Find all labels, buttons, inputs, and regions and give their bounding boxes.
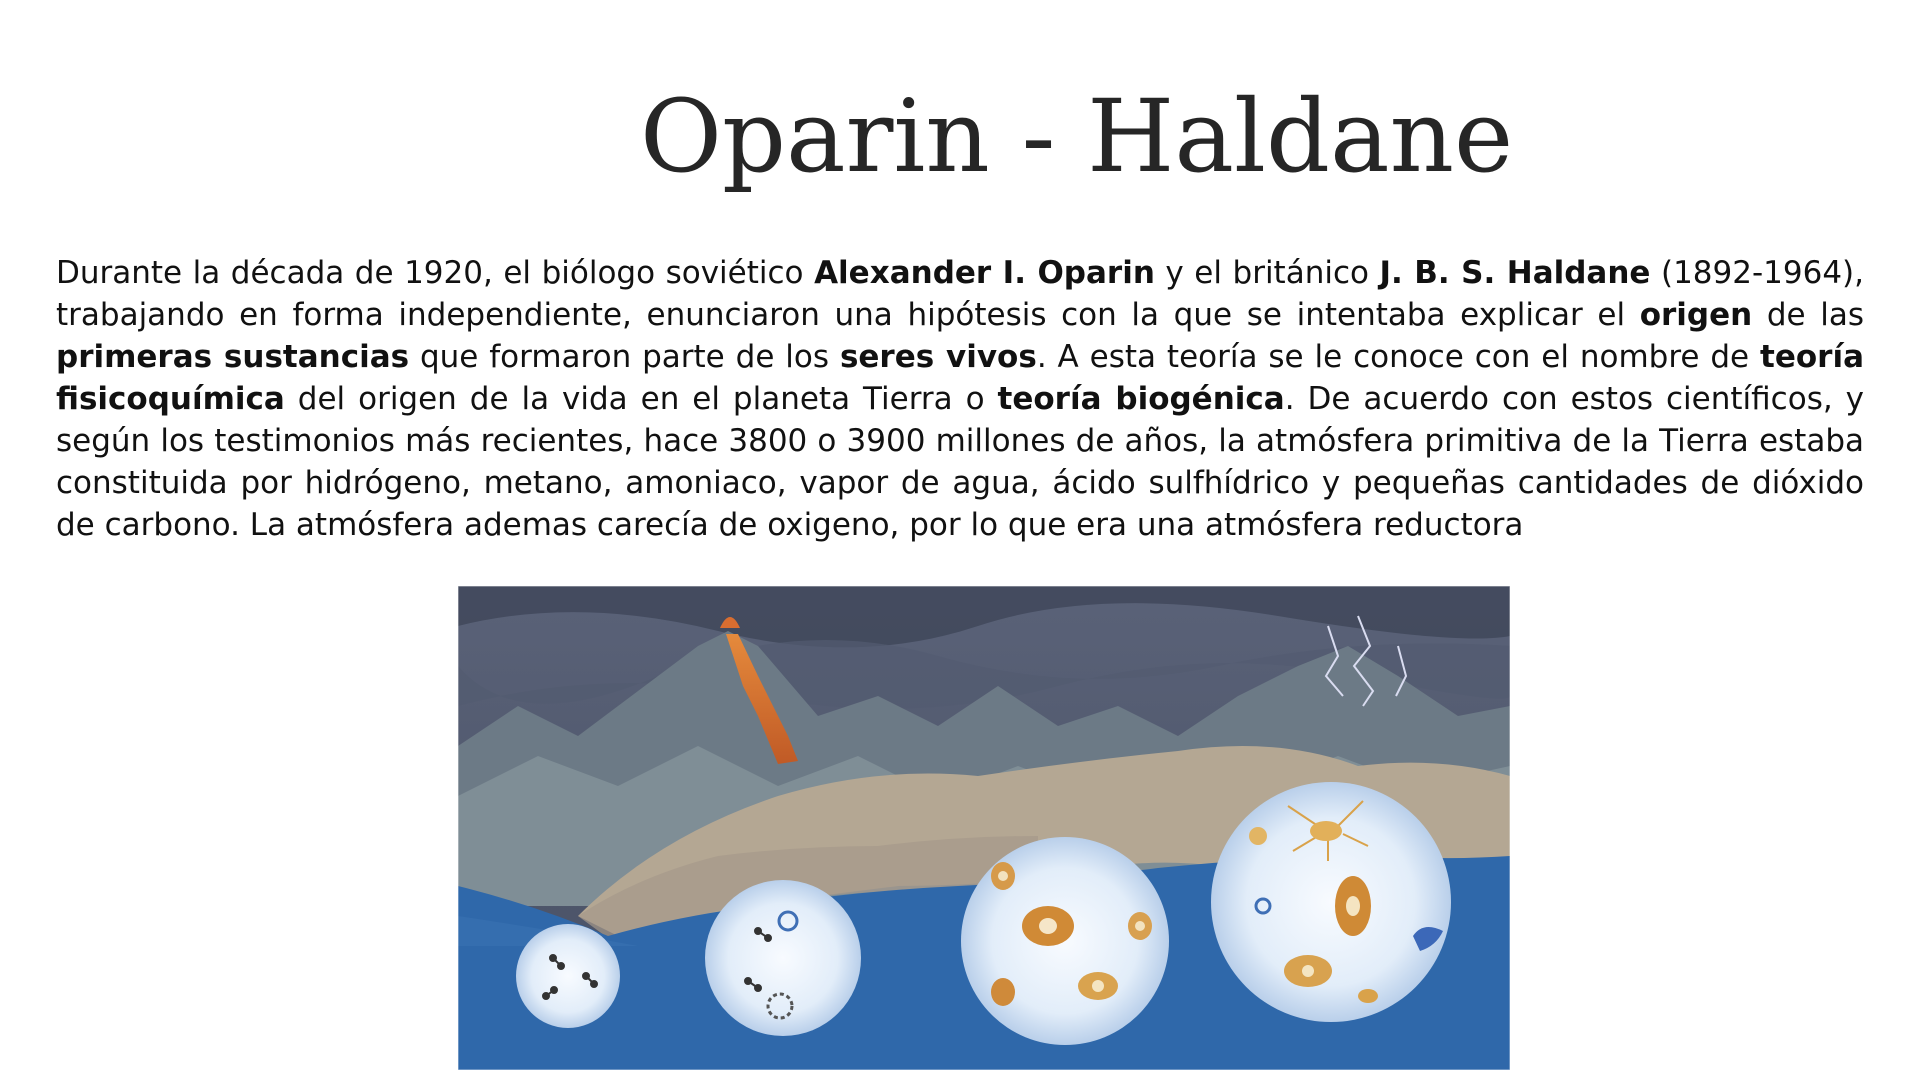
primitive-earth-illustration bbox=[458, 586, 1510, 1070]
bold-term-haldane: J. B. S. Haldane bbox=[1379, 255, 1651, 291]
text-run: (1892-1964), trabajando en forma independiente, enunciaron una hipótesis con la que se intentaba explicar el bbox=[56, 255, 1864, 333]
text-run: Durante la década de 1920, el biólogo soviético bbox=[56, 255, 815, 291]
bold-term-primeras-sustancias: primeras sustancias bbox=[56, 339, 410, 375]
bold-term-oparin: Alexander I. Oparin bbox=[814, 255, 1155, 291]
text-run: y el británico bbox=[1154, 255, 1380, 291]
text-run: . A esta teoría se le conoce con el nombre de bbox=[1036, 339, 1761, 375]
text-run: de las bbox=[1752, 297, 1865, 333]
title-area bbox=[0, 72, 1920, 202]
text-run: que formaron parte de los bbox=[409, 339, 840, 375]
text-run: del origen de la vida en el planeta Tierra o bbox=[284, 381, 998, 417]
slide-title: Oparin - Haldane bbox=[640, 78, 1514, 195]
body-paragraph bbox=[56, 252, 1864, 546]
bold-term-teoria-biogenica: teoría biogénica bbox=[997, 381, 1285, 417]
bold-term-seres-vivos: seres vivos bbox=[839, 339, 1037, 375]
bold-term-origen: origen bbox=[1639, 297, 1753, 333]
bold-term-teoria-fisicoquimica: teoría fisicoquímica bbox=[56, 339, 1864, 417]
text-run: . De acuerdo con estos científicos, y según los testimonios más recientes, hace 3800 o 3900 millones de años, la atmósfera primitiva de la Tierra estaba constituida por hidrógeno, metano, amoniaco, vapor de agua, ácido sulfhídrico y pequeñas cantidades de dióxido de carbono. La atmósfera ademas carecía de oxigeno, por lo que era una atmósfera reductora bbox=[56, 381, 1864, 543]
